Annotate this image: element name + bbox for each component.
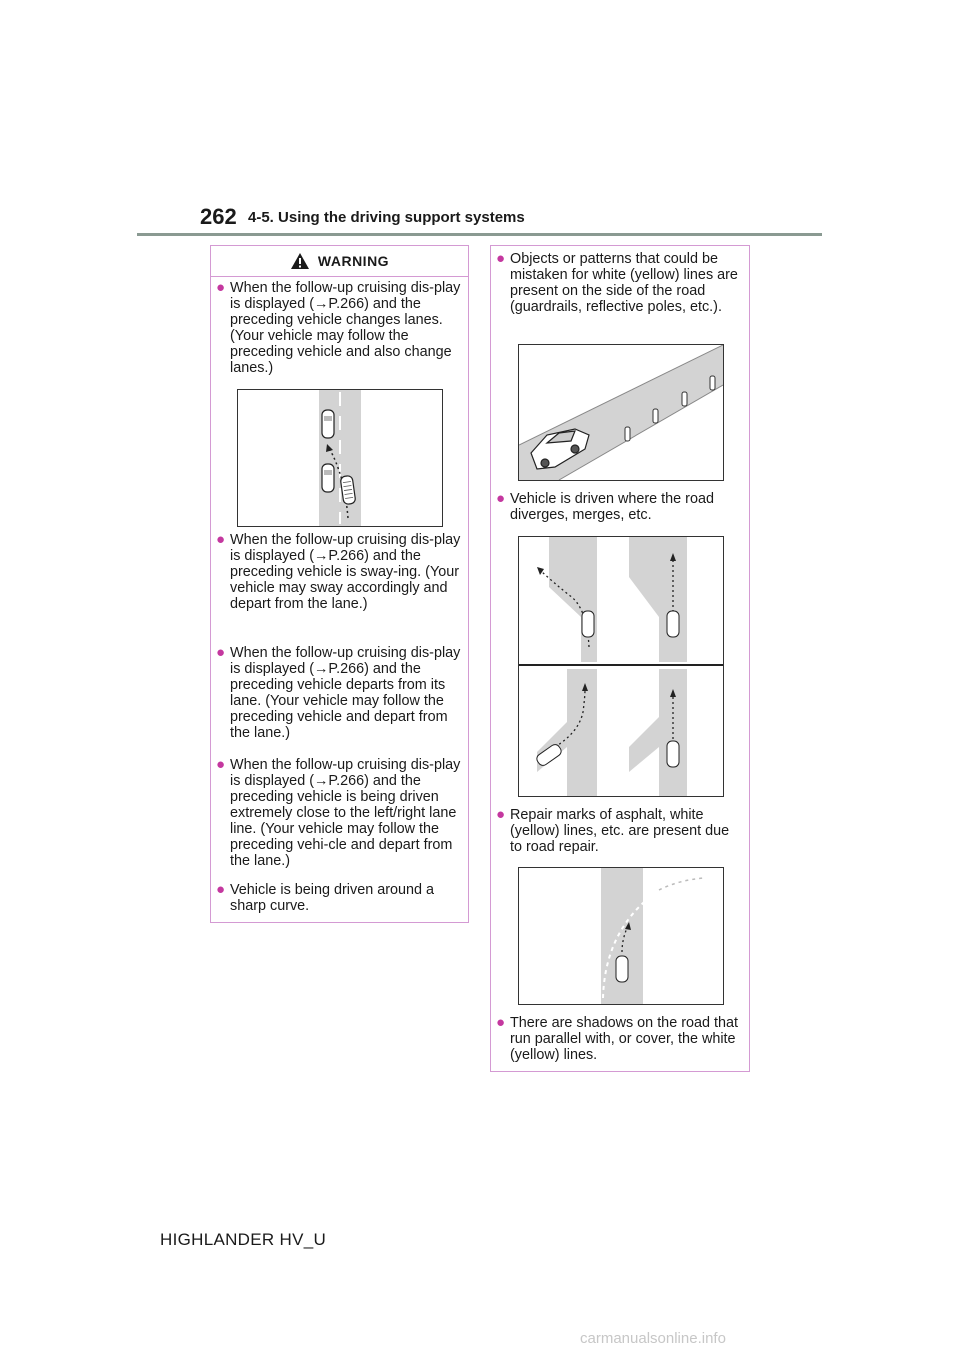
bullet-icon: ●	[496, 490, 506, 507]
repair-marks-figure	[518, 867, 724, 1005]
bullet-icon: ●	[216, 279, 226, 296]
bullet-icon: ●	[216, 881, 226, 898]
bullet-icon: ●	[496, 1014, 506, 1031]
header-rule	[137, 233, 822, 236]
warning-item-text: When the follow-up cruising dis-play is displayed (→P.266) and the preceding vehicle departs from its lane. (Your vehicle may follow the preceding vehicle and depart from the lane.)	[230, 645, 461, 741]
page-number: 262	[200, 204, 237, 229]
condition-item	[496, 1015, 743, 1063]
bullet-icon: ●	[496, 250, 506, 267]
warning-item	[216, 645, 462, 741]
condition-item-text: Vehicle is driven where the road diverges, merges, etc.	[510, 491, 714, 523]
warning-item-text: When the follow-up cruising dis-play is displayed (→P.266) and the preceding vehicle changes lanes. (Your vehicle may follow the preceding vehicle and also change lanes.)	[230, 280, 461, 376]
warning-item	[216, 757, 462, 869]
footer-model-name: HIGHLANDER HV_U	[160, 1230, 327, 1249]
warning-item	[216, 280, 462, 376]
warning-header	[211, 246, 468, 277]
warning-item-text: Vehicle is being driven around a sharp curve.	[230, 882, 435, 914]
warning-item	[216, 882, 462, 914]
lane-change-figure	[237, 389, 443, 527]
bullet-icon: ●	[216, 531, 226, 548]
bullet-icon: ●	[216, 756, 226, 773]
diverge-merge-figure	[518, 536, 724, 797]
condition-item	[496, 251, 743, 315]
condition-item	[496, 491, 743, 523]
condition-item	[496, 807, 743, 855]
bullet-icon: ●	[216, 644, 226, 661]
warning-item-text: When the follow-up cruising dis-play is displayed (→P.266) and the preceding vehicle is being driven extremely close to the left/right lane line. (Your vehicle may follow the preceding vehi-cle and depart from the lane.)	[230, 757, 461, 869]
warning-box	[210, 245, 469, 923]
warning-item	[216, 532, 462, 612]
reflective-poles-figure	[518, 344, 724, 481]
watermark: carmanualsonline.info	[580, 1330, 726, 1347]
warning-item-text: When the follow-up cruising dis-play is displayed (→P.266) and the preceding vehicle is sway-ing. (Your vehicle may sway accordingly and depart from the lane.)	[230, 532, 461, 612]
condition-item-text: Objects or patterns that could be mistaken for white (yellow) lines are present on the side of the road (guardrails, reflective poles, etc.).	[510, 251, 738, 315]
bullet-icon: ●	[496, 806, 506, 823]
condition-item-text: There are shadows on the road that run parallel with, or cover, the white (yellow) lines.	[510, 1015, 738, 1063]
warning-title: WARNING	[317, 253, 390, 269]
conditions-box	[490, 245, 750, 1072]
condition-item-text: Repair marks of asphalt, white (yellow) lines, etc. are present due to road repair.	[510, 807, 730, 855]
warning-triangle-icon	[290, 252, 310, 270]
section-title: 4-5. Using the driving support systems	[248, 209, 525, 226]
